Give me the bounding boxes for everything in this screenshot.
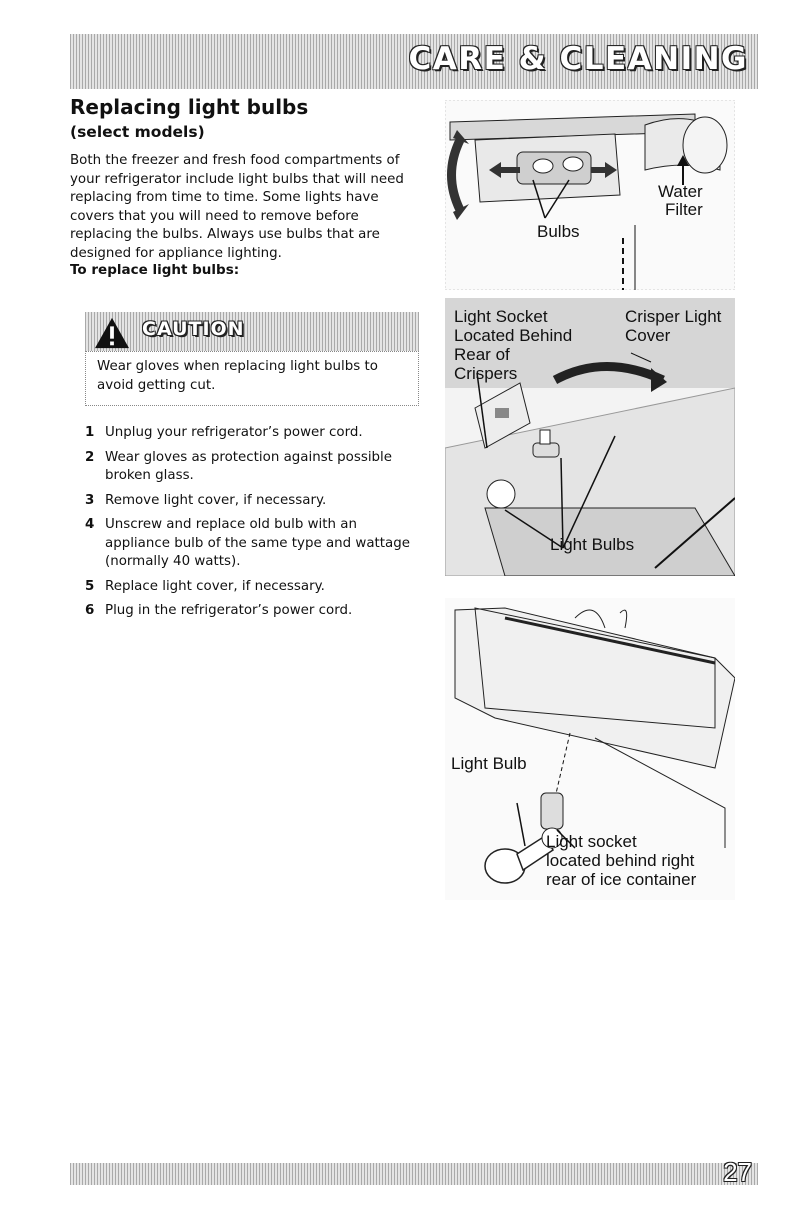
label-filter: Filter <box>665 200 703 219</box>
step-number: 2 <box>85 449 95 465</box>
label-cover-line-2: Cover <box>625 326 671 345</box>
warning-triangle-icon <box>93 316 131 350</box>
label-socket-line-2: Located Behind <box>454 326 573 345</box>
label-ice-socket-line-3: rear of ice container <box>546 870 697 889</box>
label-socket-line-3: Rear of <box>454 345 510 364</box>
step-item <box>85 424 420 443</box>
footer-band <box>70 1157 758 1187</box>
steps-heading: To replace light bulbs: <box>70 262 240 278</box>
page-number: 27 <box>723 1157 752 1187</box>
step-item <box>85 449 420 486</box>
step-text: Remove light cover, if necessary. <box>105 492 327 508</box>
label-light-bulbs: Light Bulbs <box>550 535 635 554</box>
label-socket-line-4: Crispers <box>454 364 518 383</box>
step-number: 3 <box>85 492 95 508</box>
step-text: Unplug your refrigerator’s power cord. <box>105 425 363 440</box>
label-light-bulb: Light Bulb <box>451 754 527 773</box>
step-number: 6 <box>85 603 95 618</box>
caution-text: Wear gloves when replacing light bulbs to avoid getting cut. <box>97 359 378 393</box>
label-ice-socket-line-2: located behind right <box>546 851 695 870</box>
label-ice-socket-line-1: Light socket <box>546 832 637 851</box>
label-bulbs: Bulbs <box>537 222 580 241</box>
caution-label: CAUTION <box>142 318 245 340</box>
step-number: 4 <box>85 517 95 532</box>
step-text: Unscrew and replace old bulb with an appliance bulb of the same type and wattage (normally 40 watts). <box>105 517 410 569</box>
step-item <box>85 602 420 621</box>
steps-list <box>85 424 420 627</box>
header-band <box>70 34 758 89</box>
page-header-title: CARE & CLEANING <box>408 41 748 77</box>
crisper-light-illustration <box>445 298 735 576</box>
step-text: Wear gloves as protection against possible broken glass. <box>105 449 392 483</box>
label-cover-line-1: Crisper Light <box>625 307 722 326</box>
label-water: Water <box>658 182 703 201</box>
step-item <box>85 578 420 597</box>
step-number: 1 <box>85 425 95 440</box>
caution-header <box>85 312 419 351</box>
ice-container-light-illustration <box>445 598 735 900</box>
caution-body <box>85 351 419 406</box>
label-socket-line-1: Light Socket <box>454 307 548 326</box>
freezer-bulbs-illustration <box>445 100 735 290</box>
intro-paragraph: Both the freezer and fresh food compartments of your refrigerator include light bulbs that will need replacing from time to time. Some lights have covers that you will need to remove before replacing the bulbs. Always use bulbs that are designed for appliance lighting. <box>70 153 404 261</box>
step-number: 5 <box>85 578 95 594</box>
step-item <box>85 516 420 572</box>
caution-box <box>85 312 419 406</box>
step-text: Plug in the refrigerator’s power cord. <box>105 603 353 618</box>
section-subtitle: (select models) <box>70 123 205 141</box>
section-title: Replacing light bulbs <box>70 95 309 119</box>
step-item <box>85 492 420 511</box>
step-text: Replace light cover, if necessary. <box>105 578 325 594</box>
